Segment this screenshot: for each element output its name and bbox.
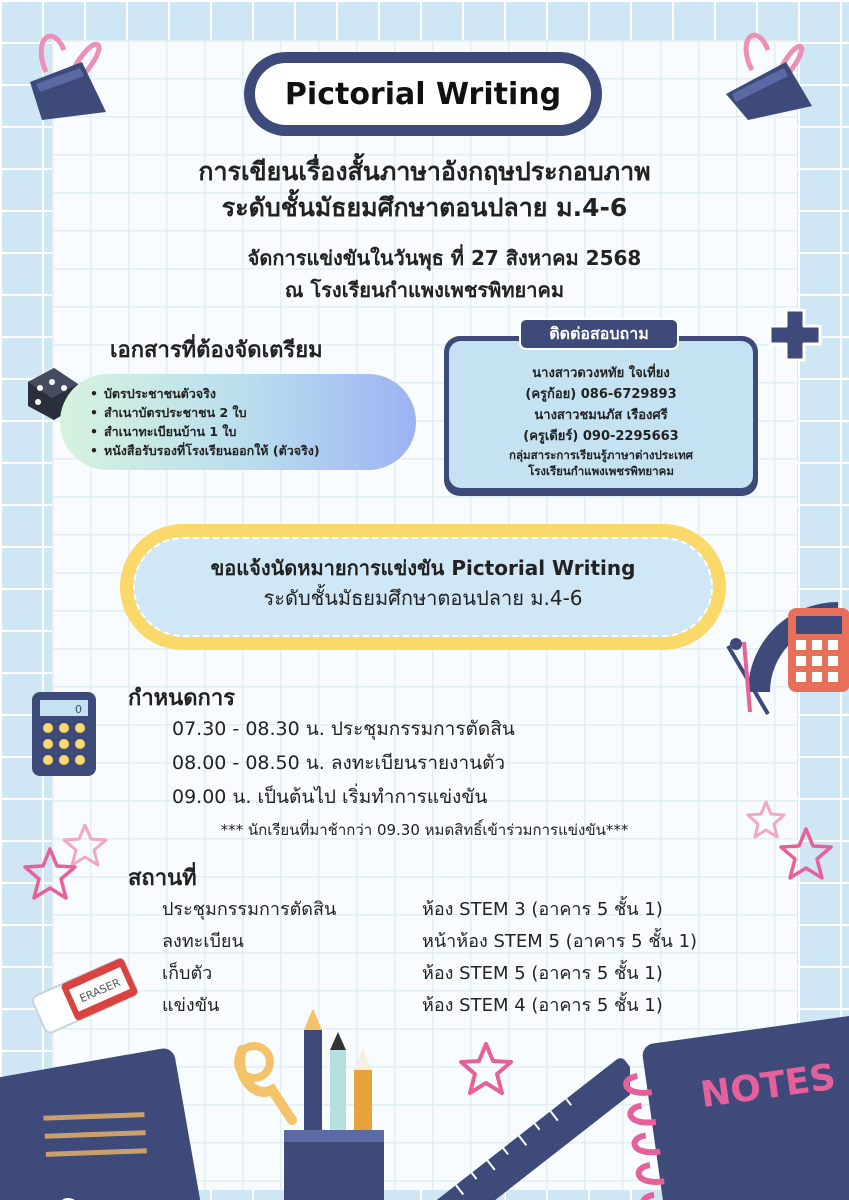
ruler-icon: [430, 1040, 630, 1200]
location-room: ห้อง STEM 4 (อาคาร 5 ชั้น 1): [422, 995, 663, 1016]
location-row: [162, 894, 802, 924]
document-item: • บัตรประชาชนตัวจริง: [90, 384, 400, 403]
contact-line: นางสาวดวงหทัย ใจเที่ยง: [532, 366, 670, 381]
binder-clip-left-icon: [24, 20, 114, 120]
location-room: หน้าห้อง STEM 5 (อาคาร 5 ชั้น 1): [422, 931, 698, 952]
binder-clip-right-icon: [722, 20, 814, 120]
location-activity: ลงทะเบียน: [162, 931, 244, 952]
schedule-item: 07.30 - 08.30 น. ประชุมกรรมการตัดสิน: [172, 718, 515, 740]
location-row: [162, 926, 802, 956]
contact-school: โรงเรียนกำแพงเพชรพิทยาคม: [528, 464, 674, 478]
documents-heading: เอกสารที่ต้องจัดเตรียม: [110, 338, 323, 363]
event-venue: ณ โรงเรียนกำแพงเพชรพิทยาคม: [284, 278, 565, 302]
subtitle-line-2: ระดับชั้นมัธยมศึกษาตอนปลาย ม.4-6: [221, 193, 628, 222]
schedule-item: 08.00 - 08.50 น. ลงทะเบียนรายงานตัว: [172, 752, 506, 774]
contact-heading: ติดต่อสอบถาม: [519, 318, 679, 350]
page-title: Pictorial Writing: [252, 60, 594, 128]
late-warning: *** นักเรียนที่มาช้ากว่า 09.30 หมดสิทธิ์เข้าร่วมการแข่งขัน***: [220, 821, 629, 839]
plus-icon: [766, 306, 824, 364]
location-row: [162, 958, 802, 988]
location-activity: เก็บตัว: [162, 963, 213, 984]
pencil-cup-icon: [232, 1010, 432, 1200]
location-room: ห้อง STEM 5 (อาคาร 5 ชั้น 1): [422, 963, 663, 984]
geometry-tools-icon: [718, 574, 849, 724]
notes-label: NOTES: [698, 1056, 839, 1117]
document-item: • สำเนาทะเบียนบ้าน 1 ใบ: [90, 422, 400, 441]
document-item: • สำเนาบัตรประชาชน 2 ใบ: [90, 403, 400, 422]
contact-details: [449, 341, 753, 488]
document-item: • หนังสือรับรองที่โรงเรียนออกให้ (ตัวจริง): [90, 441, 400, 460]
calculator-display: 0: [75, 703, 82, 716]
notice-banner: [120, 524, 726, 650]
locations-heading: สถานที่: [128, 866, 197, 891]
eraser-label: ERASER: [77, 975, 123, 1006]
star-outline-icon: [22, 846, 78, 902]
subtitle-line-1: การเขียนเรื่องสั้นภาษาอังกฤษประกอบภาพ: [198, 157, 651, 186]
contact-box: [444, 336, 758, 496]
notice-inner: [133, 537, 713, 637]
contact-line: นางสาวชมนภัส เรืองศรี: [534, 408, 668, 423]
location-activity: แข่งขัน: [162, 995, 220, 1016]
calculator-icon: [30, 690, 98, 780]
contact-department: กลุ่มสาระการเรียนรู้ภาษาต่างประเทศ: [509, 448, 693, 462]
title-pill: [244, 52, 602, 136]
contact-line: (ครูเดียร์) 090-2295663: [523, 429, 679, 444]
eraser-icon: [26, 946, 142, 1042]
notebook-left-icon: [0, 1030, 210, 1200]
documents-box: [60, 374, 416, 470]
contact-line: (ครูก้อย) 086-6729893: [525, 387, 677, 402]
notes-notebook-icon: [620, 992, 849, 1200]
schedule-heading: กำหนดการ: [128, 686, 235, 711]
location-room: ห้อง STEM 3 (อาคาร 5 ชั้น 1): [422, 899, 663, 920]
notice-line-2: ระดับชั้นมัธยมศึกษาตอนปลาย ม.4-6: [263, 586, 583, 610]
documents-list: [90, 384, 400, 460]
event-date: จัดการแข่งขันในวันพุธ ที่ 27 สิงหาคม 2568: [247, 246, 642, 270]
location-activity: ประชุมกรรมการตัดสิน: [162, 899, 337, 920]
star-outline-icon: [778, 826, 834, 882]
schedule-item: 09.00 น. เป็นต้นไป เริ่มทำการแข่งขัน: [172, 786, 488, 808]
notice-line-1: ขอแจ้งนัดหมายการแข่งขัน Pictorial Writing: [210, 556, 636, 580]
